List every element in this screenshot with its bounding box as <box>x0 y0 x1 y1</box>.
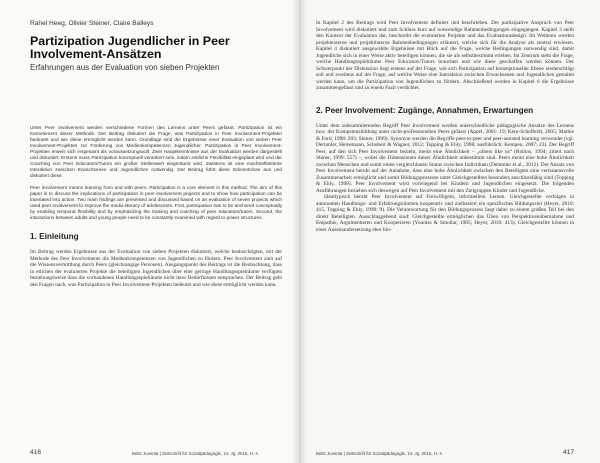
body-paragraph-overview: In Kapitel 2 des Beitrags wird Peer Involvement definiert und beschrieben. Der partizipative Anspruch von Peer Involvement wird diskutiert und zum Schluss kurz auf notwendige Rahmenbedingungen eingegangen. Kapitel 3 stellt den Kontext der Evaluation dar, beschreibt die evaluierten Projekte und das Evaluationsdesign. Im Weiteren werden projektexterne und projektinterne Rahmenbedingungen erläutert, welche sich für die Analyse als zentral erwiesen. Kapitel 4 diskutiert ausgewählte Ergebnisse mit Blick auf die Frage, welche Bedingungen notwendig sind, damit Jugendliche sich in einer Weise aktiv beteiligen können, die sie als selbstbestimmt erleben. Im Zentrum steht die Frage, welche Handlungsspielräume Peer Educators/Tutors brauchen und wie diese geschaffen werden können. Der Schwerpunkt der Diskussion liegt erstens auf der Frage, wie sich Partizipation auf konzeptioneller Ebene niederschlägt soll und zweitens auf der Frage, auf welche Weise eine Interaktion zwischen Erwachsenen und Jugendlichen gestaltet werden kann, um die Partizipation von Jugendlichen zu fördern. Abschließend werden in Kapitel 6 die Ergebnisse zusammengefasst und zu einem Fazit verdichtet. <box>316 20 574 91</box>
right-page <box>300 0 600 463</box>
article-authors: Rahel Heeg, Olivier Steiner, Claire Balleys <box>30 20 154 27</box>
body-paragraph-idealtypisch: Idealtypisch beruht Peer Involvement auf Freiwilligem, informellem Lernen. Gleichgestellte verfolgen in autonomen Handlungs- und Erfahrungsräumen kooperativ und zielbasiert ein spezifisches Bildungsziel (Heyer, 2010: 415, Topping & Ehly, 1998: 9). Die Verantwortung für den Bildungsprozess liegt dabei zu einem großen Teil bei den direkt Beteiligten. Ausschlaggebend sind: Gleichgestellte ermöglichen das Üben von Perspektivenübernahme und Empathie, Argumentieren und Kooperieren (Youniss & Smollar, 1985; Heyer, 2010: 413). Gleichgestellte können in einer Auseinandersetzung eher hin- <box>316 194 574 233</box>
article-title: Partizipation Jugendlicher in Peer Involvement-Ansätzen <box>30 34 230 61</box>
body-paragraph-definition: Unter dem subsummierenden Begriff Peer Involvement werden unterschiedliche pädagogische Ansätze des Lernens bzw. der Kompetenzbildung unter nicht-professionellen Peers gefasst (Appel, 2001: 19; Kern-Scheffeldt, 2005; Mathie & Ford, 1998: 203; Shiner, 1999). Synonym werden die Begriffe peer-to-peer und peer-assisted learning verwendet (vgl. Dernmler, Heinemann, Schubert & Wagner, 2012; Topping & Ehly, 1998; ausführlich: Kempen, 2007: 23). Der Begriff Peer, auf den sich Peer Involvement bezieht, meint eine Ähnlichkeit – „others like us“ (Robins, 1994; zitiert nach Shiner, 1999: 557) –, wobei die Dimensionen dieser Ähnlichkeit unbestimmt sind. Peers meint eine hohe Ähnlichkeit zwischen Menschen und somit einen vergleichbaren Status zwischen Individuen (Demmler et al., 2012). Der Ansatz von Peer Involvement beruht auf der Annahme, dass eine hohe Ähnlichkeit zwischen den Beteiligten eine vertrauensvolle Zusammenarbeit ermöglicht und somit Bildungsprozesse unter Gleichgestellten besonders anschlussfähig sind (Topping & Ehly, 1998). Peer Involvement wird vorwiegend bei Kindern und Jugendlichen eingesetzt. Die folgenden Ausführungen beziehen sich deswegen auf Peer Involvement mit den Zielgruppen Kinder und Jugendliche. <box>316 122 574 194</box>
page-number-left: 416 <box>30 449 42 456</box>
section-heading-peer-involvement: 2. Peer Involvement: Zugänge, Annahmen, Erwartungen <box>316 105 534 115</box>
body-paragraph-einleitung: Im Beitrag werden Ergebnisse aus der Evaluation von sieben Projekten diskutiert, welche beabsichtigten, mit der Methode des Peer Involvements die Medienkompetenzen von Jugendlichen zu fördern. Peer Involvement zielt auf die Wissensvermittlung durch Peers (gleichrangige Personen). Ausgangspunkt des Beitrags ist die Beobachtung, dass in etlichen der evaluierten Projekte die beteiligten Jugendlichen über eher geringe Handlungsspielräume verfügten beziehungsweise dass die vorhandenen Handlungsspielräume nicht ihrer Bedürfnissen entsprachen. Der Beitrag geht den Fragen nach, was Partizipation in Peer Involvement-Projekten bedeutet und wie diese ermöglicht werden kann. <box>30 249 282 288</box>
journal-footer-right: Beltz Juventa | Zeitschrift für Sozialpädagogik, 14. Jg. 2016, H. 4 <box>316 451 442 456</box>
journal-footer-left: Beltz Juventa | Zeitschrift für Sozialpädagogik, 14. Jg. 2016, H. 4 <box>132 451 258 456</box>
article-subtitle: Erfahrungen aus der Evaluation von sieben Projekten <box>30 63 220 72</box>
section-heading-einleitung: 1. Einleitung <box>30 232 79 241</box>
abstract-english: Peer involvement means learning from and with peers. Participation is a core element in this method. The aim of this paper is to discuss the implications of participation in peer involvement projects and to show how participation can be translated into action. Two main findings are presented and discussed based on an evaluation of seven projects which used peer involvement to improve the media literacy of adolescents. First, participation has to be anchored conceptually by enabling temporal flexibility and by emphasizing the training and coaching of peer educators/tutors. Second, the interactions between adults and young people need to be constantly examined with regard to power structures. <box>30 186 282 221</box>
page-number-right: 417 <box>562 449 574 456</box>
book-gutter-shadow <box>292 0 308 463</box>
abstract-german: Unter Peer Involvement werden verschiedene Formen des Lernens unter Peers gefasst. Partizipation ist ein Kernelement dieser Methode. Der Beitrag diskutiert die Frage, was Partizipation in Peer Involvement-Projekten bedeutet und wie diese ermöglicht werden kann. Grundlage sind die Ergebnisse einer Evaluation von sieben Peer Involvement-Projekten zur Förderung von Medienkompetenzen Jugendlicher. Partizipation in Peer Involvement-Projekten erweis sich insgesamt als voraussetzungsvoll. Zwei Hauptkenntnisse aus der Evaluation werden dargestellt und diskutiert: Erstens muss Partizipation konzeptuell verankert sein, indem zeitliche Flexibilität eingeplant wird und der Coaching von Peer Educators/Tutors ein großer Stellenwert eingeräumt wird. Zweitens ist eine machtreflektierte Interaktion zwischen Erwachsenen und Jugendlichen notwendig. Der Beitrag führt diese Erkenntnisse aus und diskutiert diese. <box>30 126 282 179</box>
